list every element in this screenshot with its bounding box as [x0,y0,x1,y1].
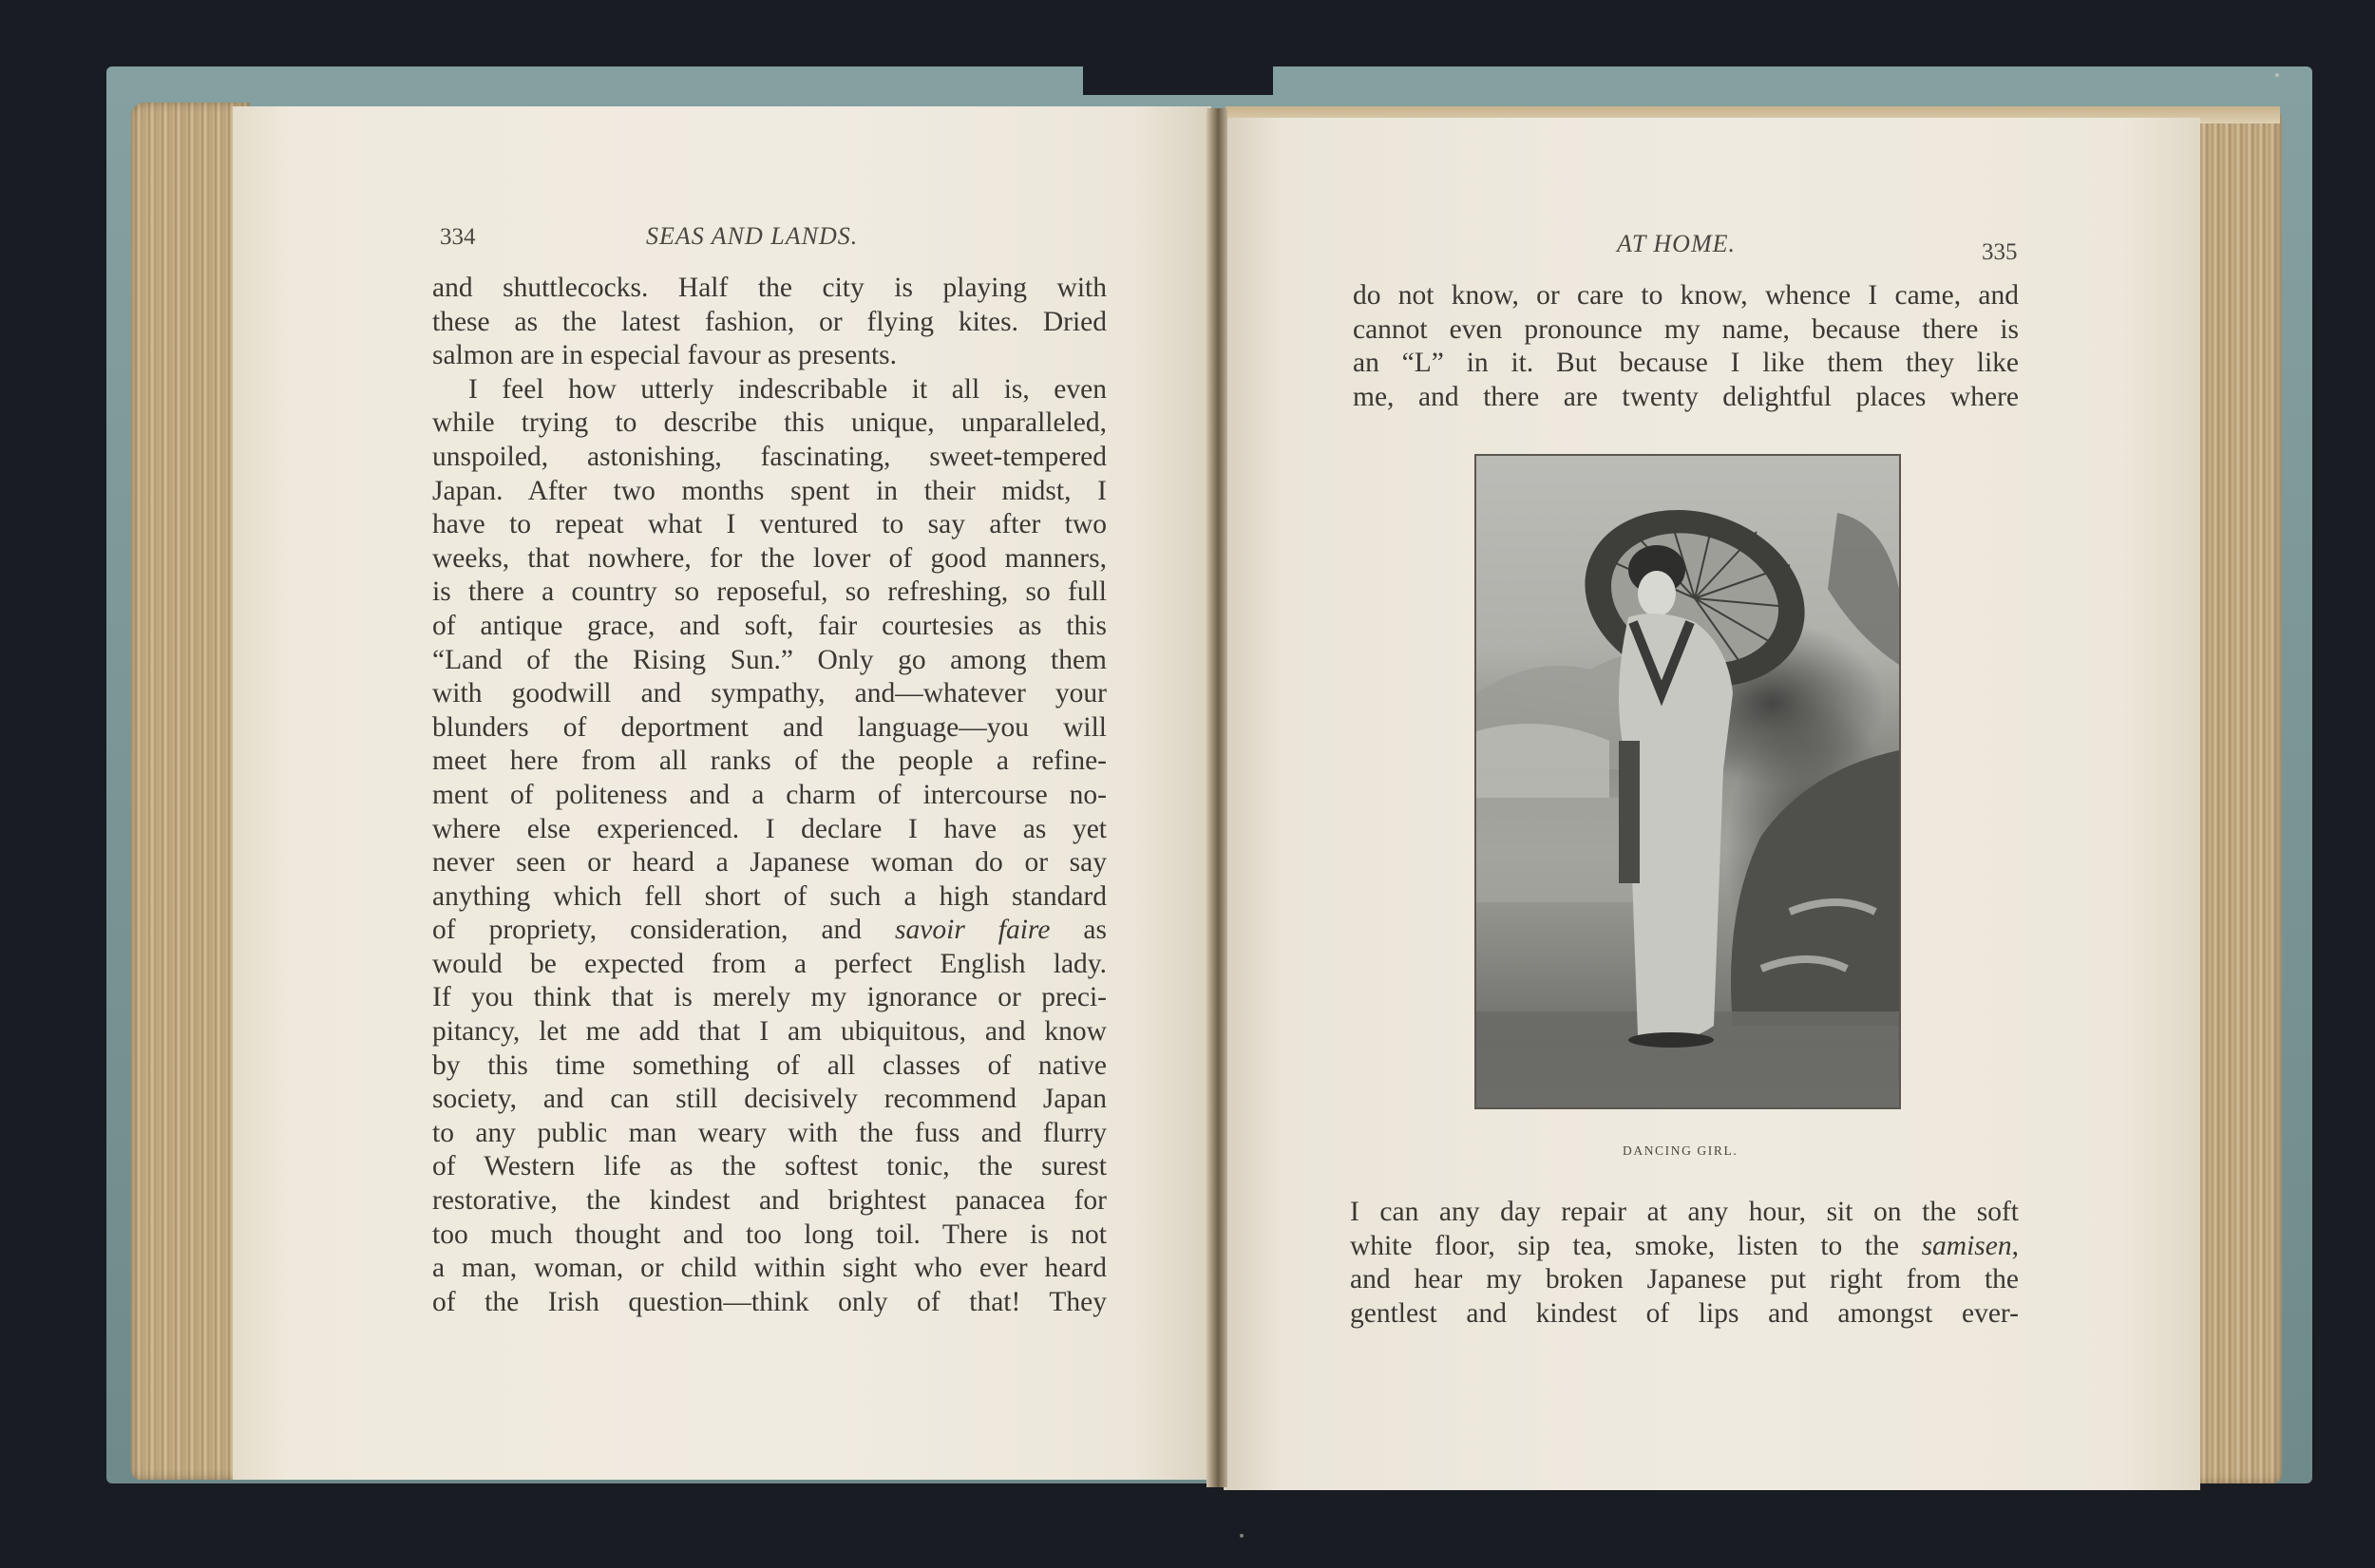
text-line: do not know, or care to know, whence I came, and [1353,280,2019,311]
text-line: If you think that is merely my ignorance or preci- [432,982,1107,1013]
text-run: white floor, sip tea, smoke, listen to the [1350,1230,1922,1261]
geta [1628,1032,1714,1048]
text-run: , [2011,1230,2019,1261]
text-line: where else experienced. I declare I have as yet [432,813,1107,844]
text-line: society, and can still decisively recommend Japan [432,1084,1107,1115]
text-line: salmon are in especial favour as presents. [432,340,898,371]
left-running-head: SEAS AND LANDS. [646,222,859,250]
text-line: have to repeat what I ventured to say after two [432,509,1107,540]
text-line: would be expected from a perfect English lady. [432,948,1107,979]
right-page-text-top [1353,279,2019,414]
rocks [1731,750,1899,1026]
obi-tail [1619,741,1640,883]
right-running-head: AT HOME. [1617,230,1736,257]
text-line: pitancy, let me add that I am ubiquitous, and know [432,1016,1107,1048]
illustration-artwork [1476,456,1899,1107]
text-line: an “L” in it. But because I like them they like [1353,348,2019,379]
text-line: of Western life as the softest tonic, the surest [432,1151,1107,1182]
text-line: of the Irish question—think only of that! They [432,1286,1107,1317]
text-line: and hear my broken Japanese put right from the [1350,1264,2019,1295]
text-line: I can any day repair at any hour, sit on the soft [1350,1197,2019,1227]
text-run: as [1050,915,1107,946]
text-line: by this time something of all classes of native [432,1049,1107,1081]
right-page-number: 335 [1982,239,2018,265]
left-page-text [432,272,1107,1319]
right-page-text-bottom [1350,1196,2019,1331]
text-line: too much thought and too long toil. There is not [432,1219,1107,1250]
text-line: a man, woman, or child within sight who ever heard [432,1253,1107,1284]
text-line: never seen or heard a Japanese woman do or say [432,847,1107,878]
book-gutter [1206,108,1227,1487]
face [1638,571,1676,616]
text-run: of propriety, consideration, and [432,915,896,946]
plate-caption: DANCING GIRL. [1623,1143,1738,1158]
dancing-girl-illustration [1474,454,1901,1109]
text-line: ment of politeness and a charm of intercourse no- [432,779,1107,810]
text-line: with goodwill and sympathy, and—whatever your [432,678,1107,709]
text-line: I feel how utterly indescribable it all is, even [468,373,1107,405]
text-line: to any public man weary with the fuss and flurry [432,1117,1107,1148]
text-line: weeks, that nowhere, for the lover of good manners, [432,542,1107,574]
text-line: me, and there are twenty delightful places where [1353,381,2019,412]
hill-snow [1476,724,1609,798]
italic-phrase: samisen [1921,1230,2012,1261]
text-line: is there a country so reposeful, so refreshing, so full [432,576,1107,608]
text-line [1350,1230,2019,1264]
dust-speck [1240,1534,1244,1538]
dust-speck [2275,73,2279,77]
text-line: blunders of deportment and language—you will [432,711,1107,743]
text-line: meet here from all ranks of the people a refine- [432,746,1107,777]
text-line: while trying to describe this unique, unparalleled, [432,407,1107,439]
text-line: cannot even pronounce my name, because there is [1353,313,2019,345]
text-line [432,914,1107,948]
text-line: restorative, the kindest and brightest panacea for [432,1185,1107,1217]
tree [1828,513,1899,665]
left-page-number: 334 [440,224,476,250]
text-line: Japan. After two months spent in their midst, I [432,475,1107,506]
text-line: gentlest and kindest of lips and amongst ever- [1350,1297,2019,1329]
text-line: anything which fell short of such a high standard [432,880,1107,912]
text-line: “Land of the Rising Sun.” Only go among them [432,644,1107,675]
text-line: these as the latest fashion, or flying kites. Dried [432,306,1107,337]
italic-phrase: savoir faire [895,915,1051,946]
text-line: unspoiled, astonishing, fascinating, sweet-tempered [432,441,1107,472]
text-line: and shuttlecocks. Half the city is playing with [432,273,1107,303]
spine-gap [1083,57,1273,95]
text-line: of antique grace, and soft, fair courtesies as this [432,610,1107,641]
